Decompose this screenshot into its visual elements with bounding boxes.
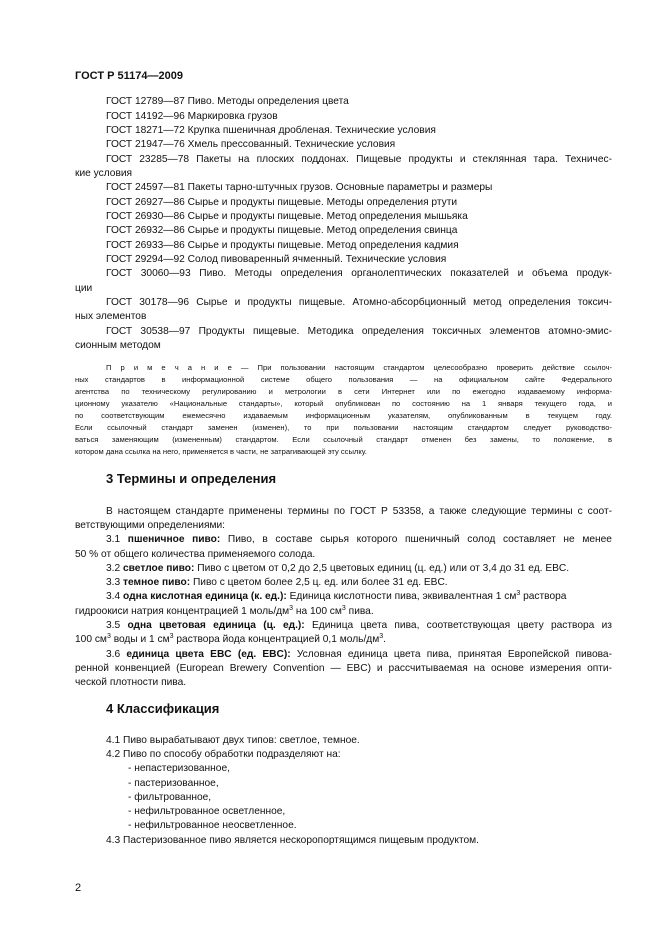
note-line: ваться заменяющим (измененным) стандартом. Если ссылочный стандарт отменен без замены, то положение, в xyxy=(75,435,612,444)
term-3-4-cont xyxy=(75,605,612,618)
reference-item xyxy=(106,325,612,338)
superscript: 3 xyxy=(379,633,384,640)
note-line: по соответствующим ежемесячно издаваемым информационным указателям, опубликованным в текущем году. xyxy=(75,411,612,420)
term-number: 3.2 xyxy=(106,563,121,574)
term-number: 3.1 xyxy=(106,534,121,545)
reference-code: ГОСТ 21947—76 xyxy=(106,139,185,150)
term-name: темное пиво: xyxy=(123,577,191,588)
reference-item xyxy=(106,110,612,123)
reference-code: ГОСТ 30538—97 xyxy=(106,326,191,337)
list-item: - нефильтрованное неосветленное. xyxy=(128,820,297,831)
reference-item xyxy=(106,296,612,309)
note-line: котором дана ссылка на него, применяется в части, не затрагивающей эту ссылку. xyxy=(75,447,367,456)
note-line: ционному указателю «Национальные стандарты», который опубликован по состоянию на 1 января текущего года, и xyxy=(75,399,612,408)
term-definition: раствора йода концентрацией 0,1 моль/дм xyxy=(176,634,380,645)
term-number: 3.6 xyxy=(106,649,121,660)
reference-title: Пиво. Методы определения цвета xyxy=(187,96,349,107)
reference-item xyxy=(106,153,612,166)
term-definition: гидроокиси натрия концентрацией 1 моль/дм xyxy=(75,606,290,617)
term-definition: Условная единица цвета пива, принятая Европейской пивова- xyxy=(296,649,612,660)
reference-title: Сырье и продукты пищевые. Метод определения кадмия xyxy=(187,240,459,251)
reference-continuation: сионным методом xyxy=(75,340,161,351)
section-3-intro: В настоящем стандарте применены термины по ГОСТ Р 53358, а также следующие термины с соот- xyxy=(106,506,612,517)
term-3-6-cont: ренной конвенцией (European Brewery Convention — EBC) и рассчитываемая на основе измерения опти- xyxy=(75,663,612,674)
term-definition: Пиво, в составе сырья которого пшеничный солод составляет не менее xyxy=(227,534,612,545)
term-number: 3.4 xyxy=(106,591,121,602)
term-3-1-cont: 50 % от общего количества применяемого солода. xyxy=(75,549,316,560)
list-item: - пастеризованное, xyxy=(128,778,219,789)
section-4-heading: 4 Классификация xyxy=(106,701,220,716)
reference-title: Продукты пищевые. Методика определения токсичных элементов атомно-эмис- xyxy=(198,326,612,337)
term-number: 3.3 xyxy=(106,577,121,588)
term-3-1 xyxy=(106,533,612,546)
reference-item xyxy=(106,224,612,237)
term-name: пшеничное пиво: xyxy=(127,534,221,545)
reference-item xyxy=(106,138,612,151)
reference-title: Пакеты тарно-штучных грузов. Основные параметры и размеры xyxy=(187,182,493,193)
reference-continuation: ции xyxy=(75,283,93,294)
reference-item xyxy=(106,124,612,137)
reference-item xyxy=(106,196,612,209)
superscript: 3 xyxy=(106,633,111,640)
term-3-6 xyxy=(106,648,612,661)
note-line: ных стандартов в информационной системе общего пользования — на официальном сайте Федерального xyxy=(75,375,612,384)
document-header: ГОСТ Р 51174—2009 xyxy=(75,70,183,82)
reference-item xyxy=(106,253,612,266)
superscript: 3 xyxy=(516,590,521,597)
reference-code: ГОСТ 29294—92 xyxy=(106,254,185,265)
reference-title: Пакеты на плоских поддонах. Пищевые продукты и стеклянная тара. Техничес- xyxy=(196,154,612,165)
term-3-6-cont: ческой плотности пива. xyxy=(75,677,187,688)
list-item: - фильтрованное, xyxy=(128,792,212,803)
clause-4-2: 4.2 Пиво по способу обработки подразделяют на: xyxy=(106,749,341,760)
term-3-4 xyxy=(106,590,612,603)
term-definition: 100 см xyxy=(75,634,107,645)
reference-code: ГОСТ 26930—86 xyxy=(106,211,185,222)
term-definition: Пиво с цветом более 2,5 ц. ед. или более 31 ед. EBC. xyxy=(192,577,448,588)
note-line: П р и м е ч а н и е — При пользовании настоящим стандартом целесообразно проверить действие ссылоч- xyxy=(106,363,612,372)
reference-continuation: ных элементов xyxy=(75,311,147,322)
term-definition: на 100 см xyxy=(295,606,342,617)
reference-code: ГОСТ 18271—72 xyxy=(106,125,185,136)
term-name: одна кислотная единица (к. ед.): xyxy=(123,591,287,602)
reference-item xyxy=(106,239,612,252)
clause-4-3: 4.3 Пастеризованное пиво является нескоропортящимся пищевым продуктом. xyxy=(106,835,479,846)
reference-title: Сырье и продукты пищевые. Метод определения свинца xyxy=(187,225,458,236)
list-item: - нефильтрованное осветленное, xyxy=(128,806,286,817)
term-3-3 xyxy=(106,576,612,589)
term-definition: . xyxy=(383,634,386,645)
reference-title: Пиво. Методы определения органолептических показателей и объема продук- xyxy=(199,268,612,279)
note-line: агентства по техническому регулированию и метрологии в сети Интернет или по ежегодно издаваемому информа- xyxy=(75,387,612,396)
reference-code: ГОСТ 26932—86 xyxy=(106,225,185,236)
reference-title: Сырье и продукты пищевые. Методы определения ртути xyxy=(187,197,458,208)
reference-item xyxy=(106,95,612,108)
reference-code: ГОСТ 14192—96 xyxy=(106,111,185,122)
reference-continuation: кие условия xyxy=(75,168,133,179)
reference-code: ГОСТ 24597—81 xyxy=(106,182,185,193)
term-3-5 xyxy=(106,619,612,632)
superscript: 3 xyxy=(169,633,174,640)
page-number: 2 xyxy=(75,882,82,894)
reference-item xyxy=(106,210,612,223)
term-3-2 xyxy=(106,562,612,575)
reference-title: Солод пивоваренный ячменный. Технические условия xyxy=(187,254,447,265)
reference-title: Маркировка грузов xyxy=(187,111,278,122)
superscript: 3 xyxy=(289,605,294,612)
reference-code: ГОСТ 26927—86 xyxy=(106,197,185,208)
term-definition: воды и 1 см xyxy=(113,634,170,645)
term-name: одна цветовая единица (ц. ед.): xyxy=(127,620,305,631)
term-definition: Единица цвета пива, соответствующая цвету раствора из xyxy=(311,620,612,631)
term-definition: раствора xyxy=(523,591,567,602)
reference-code: ГОСТ 12789—87 xyxy=(106,96,185,107)
reference-code: ГОСТ 23285—78 xyxy=(106,154,190,165)
reference-title: Хмель прессованный. Технические условия xyxy=(187,139,396,150)
reference-title: Крупка пшеничная дробленая. Технические условия xyxy=(187,125,436,136)
list-item: - непастеризованное, xyxy=(128,763,230,774)
reference-code: ГОСТ 30060—93 xyxy=(106,268,191,279)
clause-4-1: 4.1 Пиво вырабатывают двух типов: светлое, темное. xyxy=(106,735,360,746)
term-definition: Единица кислотности пива, эквивалентная 1 см xyxy=(289,591,517,602)
note-line: Если ссылочный стандарт заменен (изменен), то при пользовании настоящим стандартом следует руководство- xyxy=(75,423,612,432)
reference-code: ГОСТ 30178—96 xyxy=(106,297,190,308)
reference-item xyxy=(106,181,612,194)
reference-item xyxy=(106,267,612,280)
reference-title: Сырье и продукты пищевые. Метод определения мышьяка xyxy=(187,211,468,222)
reference-title: Сырье и продукты пищевые. Атомно-абсорбционный метод определения токсич- xyxy=(196,297,612,308)
section-3-intro: ветствующими определениями: xyxy=(75,520,225,531)
term-3-5-cont xyxy=(75,633,612,646)
term-definition: Пиво с цветом от 0,2 до 2,5 цветовых единиц (ц. ед.) или от 3,4 до 31 ед. EBC. xyxy=(197,563,570,574)
term-name: единица цвета EBC (ед. EBC): xyxy=(126,649,291,660)
term-definition: пива. xyxy=(348,606,374,617)
term-name: светлое пиво: xyxy=(123,563,195,574)
term-number: 3.5 xyxy=(106,620,121,631)
superscript: 3 xyxy=(341,605,346,612)
section-3-heading: 3 Термины и определения xyxy=(106,471,277,486)
reference-code: ГОСТ 26933—86 xyxy=(106,240,185,251)
